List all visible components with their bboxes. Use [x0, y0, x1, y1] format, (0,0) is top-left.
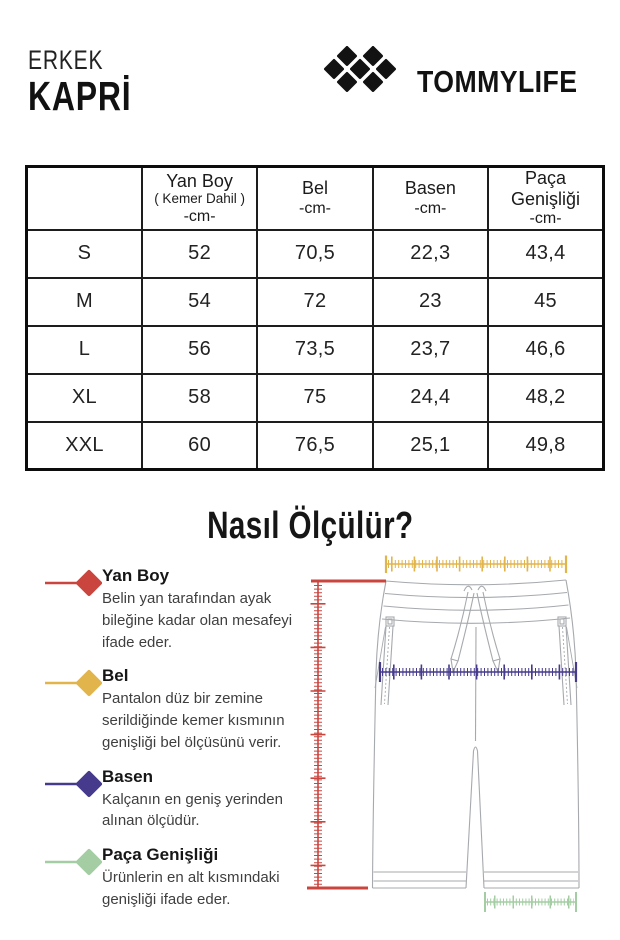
legend-label: Yan Boy	[102, 566, 170, 586]
value-cell: 60	[142, 422, 257, 470]
value-cell: 23,7	[373, 326, 488, 374]
size-label: XXL	[27, 422, 142, 470]
value-cell: 58	[142, 374, 257, 422]
value-cell: 22,3	[373, 230, 488, 278]
value-cell: 46,6	[488, 326, 603, 374]
legend-item-paca-genisligi	[44, 845, 294, 911]
size-label: XL	[27, 374, 142, 422]
product-type-label: KAPRİ	[28, 73, 132, 120]
yan-boy-diamond-icon	[44, 568, 102, 598]
size-label: M	[27, 278, 142, 326]
legend-description: Ürünlerin en alt kısmındaki genişliği ifade eder.	[102, 869, 280, 908]
legend-item-yan-boy	[44, 566, 294, 653]
table-row	[27, 230, 604, 278]
table-header-row	[27, 167, 604, 230]
value-cell: 73,5	[257, 326, 372, 374]
table-row	[27, 278, 604, 326]
value-cell: 25,1	[373, 422, 488, 470]
brand-logo	[321, 46, 596, 100]
legend-description: Belin yan tarafından ayak bileğine kadar olan mesafeyi ifade eder.	[102, 590, 293, 651]
value-cell: 45	[488, 278, 603, 326]
basen-tape	[380, 662, 576, 682]
product-title	[28, 46, 161, 119]
value-cell: 75	[257, 374, 372, 422]
value-cell: 52	[142, 230, 257, 278]
value-cell: 76,5	[257, 422, 372, 470]
section-title: Nasıl Ölçülür?	[206, 505, 414, 548]
size-table	[25, 165, 605, 471]
value-cell: 49,8	[488, 422, 603, 470]
value-cell: 24,4	[373, 374, 488, 422]
legend-item-basen	[44, 767, 294, 833]
paca-header-cell: Paça Genişliği -cm-	[488, 167, 603, 230]
how-to-measure-section	[0, 555, 620, 940]
size-label: L	[27, 326, 142, 374]
value-cell: 56	[142, 326, 257, 374]
legend-description: Kalçanın en geniş yerinden alınan ölçüdür.	[102, 790, 283, 830]
paca-genisligi-tape	[485, 892, 576, 912]
value-cell: 54	[142, 278, 257, 326]
table-row	[27, 422, 604, 470]
legend-label: Basen	[102, 766, 154, 786]
legend-label: Bel	[102, 666, 129, 686]
bel-tape	[386, 556, 566, 574]
bel-diamond-icon	[44, 668, 102, 698]
value-cell: 43,4	[488, 230, 603, 278]
brand-name: TOMMYLIFE	[416, 64, 577, 99]
bel-header-cell: Bel -cm-	[257, 167, 372, 230]
legend-description: Pantalon düz bir zemine serildiğinde kemer kısmının genişliği bel ölçüsünü verir.	[102, 690, 285, 751]
table-row	[27, 374, 604, 422]
table-row	[27, 326, 604, 374]
basen-diamond-icon	[44, 769, 102, 799]
brand-diamonds-icon	[321, 46, 399, 92]
capri-pants-diagram	[296, 555, 600, 935]
legend-label: Paça Genişliği	[102, 845, 219, 865]
header	[0, 0, 620, 140]
beden-header-cell: Beden	[27, 167, 142, 230]
pants-outline	[373, 580, 580, 888]
value-cell: 70,5	[257, 230, 372, 278]
category-label: ERKEK	[28, 45, 104, 75]
value-cell: 72	[257, 278, 372, 326]
measure-legend	[44, 566, 294, 924]
legend-item-bel	[44, 666, 294, 753]
paca-diamond-icon	[44, 847, 102, 877]
value-cell: 48,2	[488, 374, 603, 422]
basen-header-cell: Basen -cm-	[373, 167, 488, 230]
value-cell: 23	[373, 278, 488, 326]
yan-boy-header-cell: Yan Boy ( Kemer Dahil ) -cm-	[142, 167, 257, 230]
size-label: S	[27, 230, 142, 278]
